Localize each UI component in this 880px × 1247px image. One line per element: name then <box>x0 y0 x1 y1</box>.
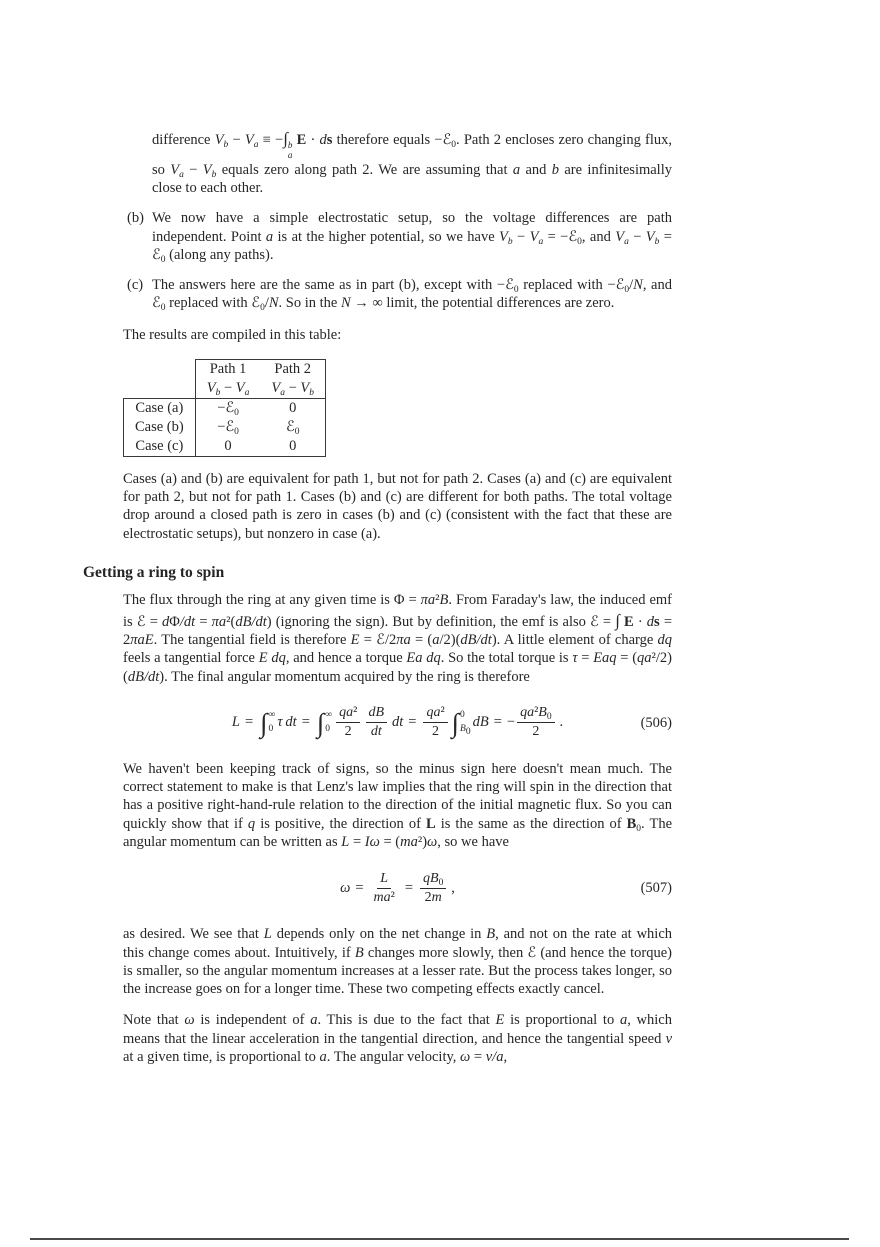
item-b-text: We now have a simple electrostatic setup, so the voltage differences are path independent. Point a is at the higher potential, so we have $V_b - V_a$ = −ℰ$_0$, and $V_a - V_b$ = ℰ$_0$ (along any paths). <box>152 210 672 265</box>
row-label: Case (a) <box>124 398 196 418</box>
text-column <box>83 128 673 1066</box>
row-label: Case (c) <box>124 437 196 457</box>
col-header-path2: Path 2 <box>260 359 325 379</box>
cell-path1: 0 <box>195 437 260 457</box>
cell-path1: −ℰ$_0$ <box>217 400 239 419</box>
cell-path2: ℰ$_0$ <box>260 418 325 437</box>
equation-507 <box>123 866 672 910</box>
section-heading: Getting a ring to spin <box>83 563 225 581</box>
equation-507-body: ω = $\frac{L}{\text{ma²}}$ = $\frac{qB_0}{2m}$ , <box>340 870 455 905</box>
cell-path1: −ℰ$_0$ <box>217 419 239 438</box>
equation-506-number: (506) <box>640 714 672 731</box>
item-b <box>127 209 672 264</box>
table-intro: The results are compiled in this table: <box>123 326 342 343</box>
table-row <box>124 418 326 437</box>
table-row <box>124 437 326 457</box>
item-b-label: (b) <box>127 210 144 227</box>
equation-507-number: (507) <box>640 880 672 897</box>
item-c-text: The answers here are the same as in part (b), except with −ℰ$_0$ replaced with −ℰ$_0$/N, and ℰ$_0$ replaced with ℰ$_0$/N. So in the N → ∞ limit, the potential differences are zero. <box>152 277 672 314</box>
cell-path2: 0 <box>260 437 325 457</box>
table-corner-cell <box>124 379 196 399</box>
equation-506-body: L = ∫ ∞ 0 τ dt = ∫ ∞ 0 $\frac{\text{qa²}}{2}$ $\frac{dB}{dt}$ dt = $\frac{\text{qa²}}{2}$ ∫ 0 $B_0$ dB = − $\frac{qa^2B_0}{2}$ . <box>231 705 564 740</box>
row-label: Case (b) <box>124 418 196 437</box>
table-subheader-row <box>124 379 326 399</box>
table-row <box>124 398 326 418</box>
signs-paragraph: We haven't been keeping track of signs, so the minus sign here doesn't mean much. The correct statement to make is that Lenz's law implies that the ring will spin in the direction that has a positive right-hand-rule relation to the direction of the initial magnetic flux. So you can quickly show that if q is positive, the direction of L is the same as the direction of $B_0$. The angular momentum can be written as L = Iω = (ma²)ω, so we have <box>123 760 672 851</box>
item-c-label: (c) <box>127 277 144 294</box>
footer-rule <box>30 1238 849 1240</box>
table-header-row <box>124 359 326 379</box>
item-c <box>127 276 672 313</box>
desired-paragraph: as desired. We see that L depends only on the net change in B, and not on the rate at which this change comes about. Intuitively, if B changes more slowly, then ℰ (and hence the torque) is smaller, so the angular momentum increases at a lesser rate. But the process takes longer, so the increase goes on for a longer time. These two competing effects exactly cancel. <box>123 926 673 998</box>
table-discussion: Cases (a) and (b) are equivalent for path 1, but not for path 2. Cases (a) and (c) are equivalent for path 2, but not for path 1. Cases (b) and (c) are different for both paths. The total voltage drop around a closed path is zero in cases (b) and (c) (consistent with the fact that these are electrostatic setups), but nonzero in case (a). <box>123 470 672 542</box>
subheader-path1: $V_b - V_a$ <box>195 379 260 399</box>
col-header-path1: Path 1 <box>195 359 260 379</box>
cell-path2: 0 <box>260 398 325 418</box>
item-a-continuation: difference $V_b - V_a$ ≡ −∫ b a E · ds therefore equals −ℰ$_0$. Path 2 encloses zero changing flux, so $V_a - V_b$ equals zero along path 2. We are assuming that a and b are infinitesimally close to each other. <box>152 129 673 197</box>
note-paragraph: Note that ω is independent of a. This is due to the fact that E is proportional to a, which means that the linear acceleration in the tangential direction, and hence the tangential speed v at a given time, is proportional to a. The angular velocity, ω = v/a, <box>123 1012 672 1065</box>
ring-paragraph: The flux through the ring at any given time is Φ = πa²B. From Faraday's law, the induced emf is ℰ = dΦ/dt = πa²(dB/dt) (ignoring the sign). But by definition, the emf is also ℰ = ∫ E · ds = 2πaE. The tangential field is therefore E = ℰ/2πa = (a/2)(dB/dt). A little element of charge dq feels a tangential force E dq, and hence a torque Ea dq. So the total torque is τ = Eaq = (qa²/2)(dB/dt). The final angular momentum acquired by the ring is therefore <box>123 592 673 685</box>
subheader-path2: $V_a - V_b$ <box>260 379 325 399</box>
results-table <box>123 359 326 457</box>
equation-506 <box>123 701 672 745</box>
table-corner-cell <box>124 359 196 379</box>
